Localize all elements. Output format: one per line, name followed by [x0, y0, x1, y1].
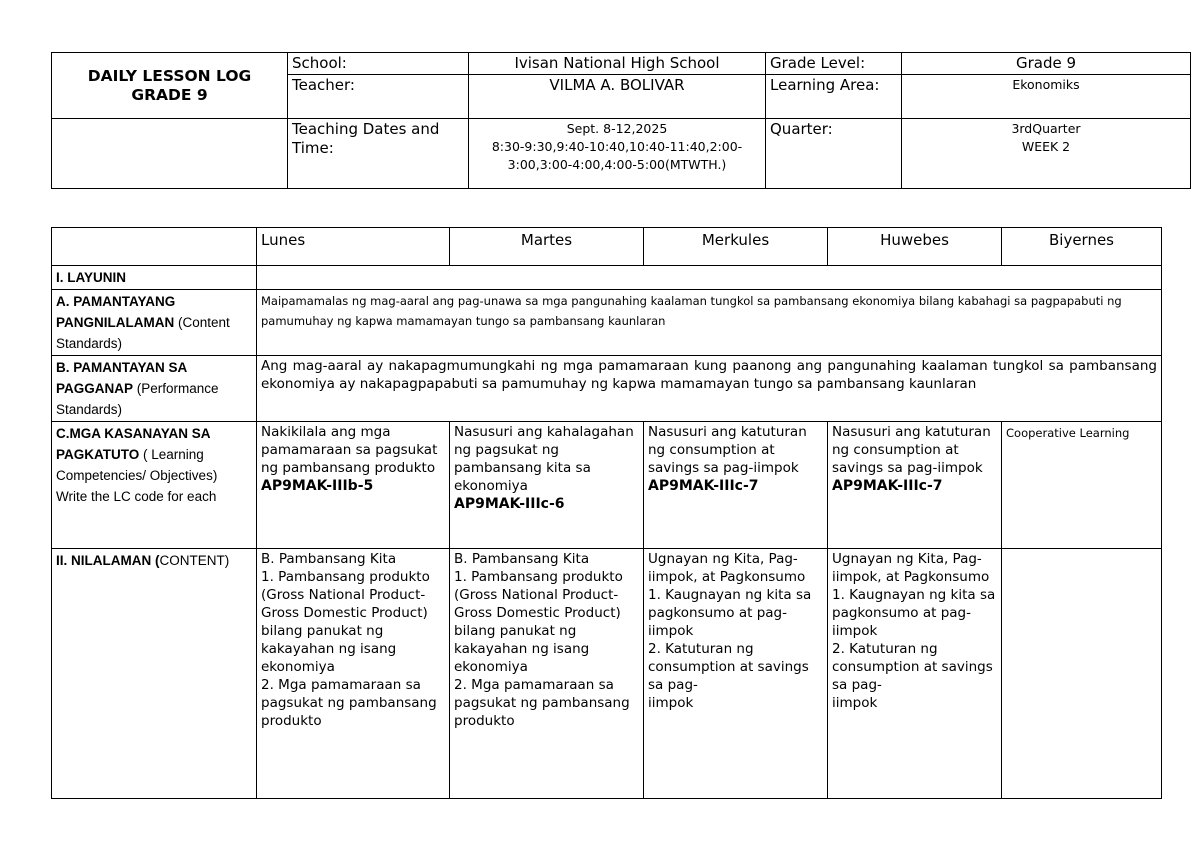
performance-standards-text: Ang mag-aaral ay nakapagmumungkahi ng mga pamamaraan kung paanong ang pangunahing kaalaman tungkol sa pambansang ekonomiya ay nakapagpapabuti sa pamumuhay ng kapwa mamamayan tungo sa pambansang kaunlaran: [257, 356, 1162, 422]
log-title-line1: DAILY LESSON LOG: [87, 66, 252, 85]
teaching-dates-line: Sept. 8-12,2025: [566, 121, 668, 136]
content-cell: B. Pambansang Kita 1. Pambansang produkto (Gross National Product- Gross Domestic Product) bilang panukat ng kakayahan ng isang ekonomiya 2. Mga pamamaraan sa pagsukat ng pambansang produkto: [257, 549, 450, 799]
week-line: WEEK 2: [1021, 139, 1071, 154]
competency-cell: [450, 422, 644, 549]
content-standards-label: A. PAMANTAYANG PANGNILALAMAN (Content Standards): [52, 290, 257, 356]
header-blank-cell: [52, 119, 288, 189]
content-cell: [1002, 549, 1162, 799]
competency-cell: [828, 422, 1002, 549]
content-cell: B. Pambansang Kita 1. Pambansang produkto (Gross National Product- Gross Domestic Product) bilang panukat ng kakayahan ng isang ekonomiya 2. Mga pamamaraan sa pagsukat ng pambansang produkto: [450, 549, 644, 799]
competency-text: Nasusuri ang katuturan ng consumption at savings sa pag-iimpok: [648, 424, 807, 476]
school-label: School:: [288, 53, 469, 75]
learning-area-value: Ekonomiks: [902, 75, 1191, 119]
day-header: Huwebes: [828, 228, 1002, 266]
day-header: Martes: [450, 228, 644, 266]
school-value: Ivisan National High School: [469, 53, 766, 75]
header-table: [51, 52, 1191, 189]
layunin-row: [52, 266, 1162, 290]
day-header: Lunes: [257, 228, 450, 266]
content-cell: Ugnayan ng Kita, Pag- iimpok, at Pagkonsumo 1. Kaugnayan ng kita sa pagkonsumo at pag- iimpok 2. Katuturan ng consumption at savings sa pag- iimpok: [644, 549, 828, 799]
lc-code: AP9MAK-IIIb-5: [261, 478, 374, 494]
content-standards-row: [52, 290, 1162, 356]
day-header: Biyernes: [1002, 228, 1162, 266]
competency-cell: [644, 422, 828, 549]
teaching-dates-label: Teaching Dates and Time:: [288, 119, 469, 189]
content-standards-text: Maipamamalas ng mag-aaral ang pag-unawa sa mga pangunahing kaalaman tungkol sa pambansang ekonomiya bilang kabahagi sa pagpapabuti ng pamumuhay ng kapwa mamamayan tungo sa pambansang kaunlaran: [257, 290, 1162, 356]
log-title: [52, 53, 288, 119]
lc-code: AP9MAK-IIIc-7: [832, 478, 943, 494]
grade-level-label: Grade Level:: [766, 53, 902, 75]
layunin-label: I. LAYUNIN: [52, 266, 257, 290]
content-cell: Ugnayan ng Kita, Pag- iimpok, at Pagkonsumo 1. Kaugnayan ng kita sa pagkonsumo at pag- iimpok 2. Katuturan ng consumption at savings sa pag- iimpok: [828, 549, 1002, 799]
quarter-line: 3rdQuarter: [1011, 121, 1081, 136]
competency-text: Nasusuri ang kahalagahan ng pagsukat ng pambansang kita sa ekonomiya: [454, 424, 634, 494]
layunin-blank: [257, 266, 1162, 290]
quarter-label: Quarter:: [766, 119, 902, 189]
days-row: [52, 228, 1162, 266]
content-row: [52, 549, 1162, 799]
learning-area-label: Learning Area:: [766, 75, 902, 119]
lc-code: AP9MAK-IIIc-6: [454, 496, 565, 512]
performance-standards-label: B. PAMANTAYAN SA PAGGANAP (Performance Standards): [52, 356, 257, 422]
competency-text: Cooperative Learning: [1006, 426, 1130, 440]
teaching-dates-value: [469, 119, 766, 189]
teacher-value: VILMA A. BOLIVAR: [469, 75, 766, 119]
corner-cell: [52, 228, 257, 266]
competencies-row: [52, 422, 1162, 549]
content-label: II. NILALAMAN (CONTENT): [52, 549, 257, 799]
lesson-table: [51, 227, 1162, 799]
teaching-times-line: 8:30-9:30,9:40-10:40,10:40-11:40,2:00-3:00,3:00-4:00,4:00-5:00(MTWTH.): [491, 139, 743, 172]
day-header: Merkules: [644, 228, 828, 266]
quarter-value: [902, 119, 1191, 189]
competency-cell: [257, 422, 450, 549]
teacher-label: Teacher:: [288, 75, 469, 119]
competency-text: Nasusuri ang katuturan ng consumption at savings sa pag-iimpok: [832, 424, 991, 476]
log-title-line2: GRADE 9: [131, 85, 208, 104]
competencies-label: C.MGA KASANAYAN SA PAGKATUTO ( Learning Competencies/ Objectives) Write the LC code for each: [52, 422, 257, 549]
competency-cell: [1002, 422, 1162, 549]
grade-level-value: Grade 9: [902, 53, 1191, 75]
performance-standards-row: [52, 356, 1162, 422]
competency-text: Nakikilala ang mga pamamaraan sa pagsukat ng pambansang produkto: [261, 424, 438, 476]
lc-code: AP9MAK-IIIc-7: [648, 478, 759, 494]
